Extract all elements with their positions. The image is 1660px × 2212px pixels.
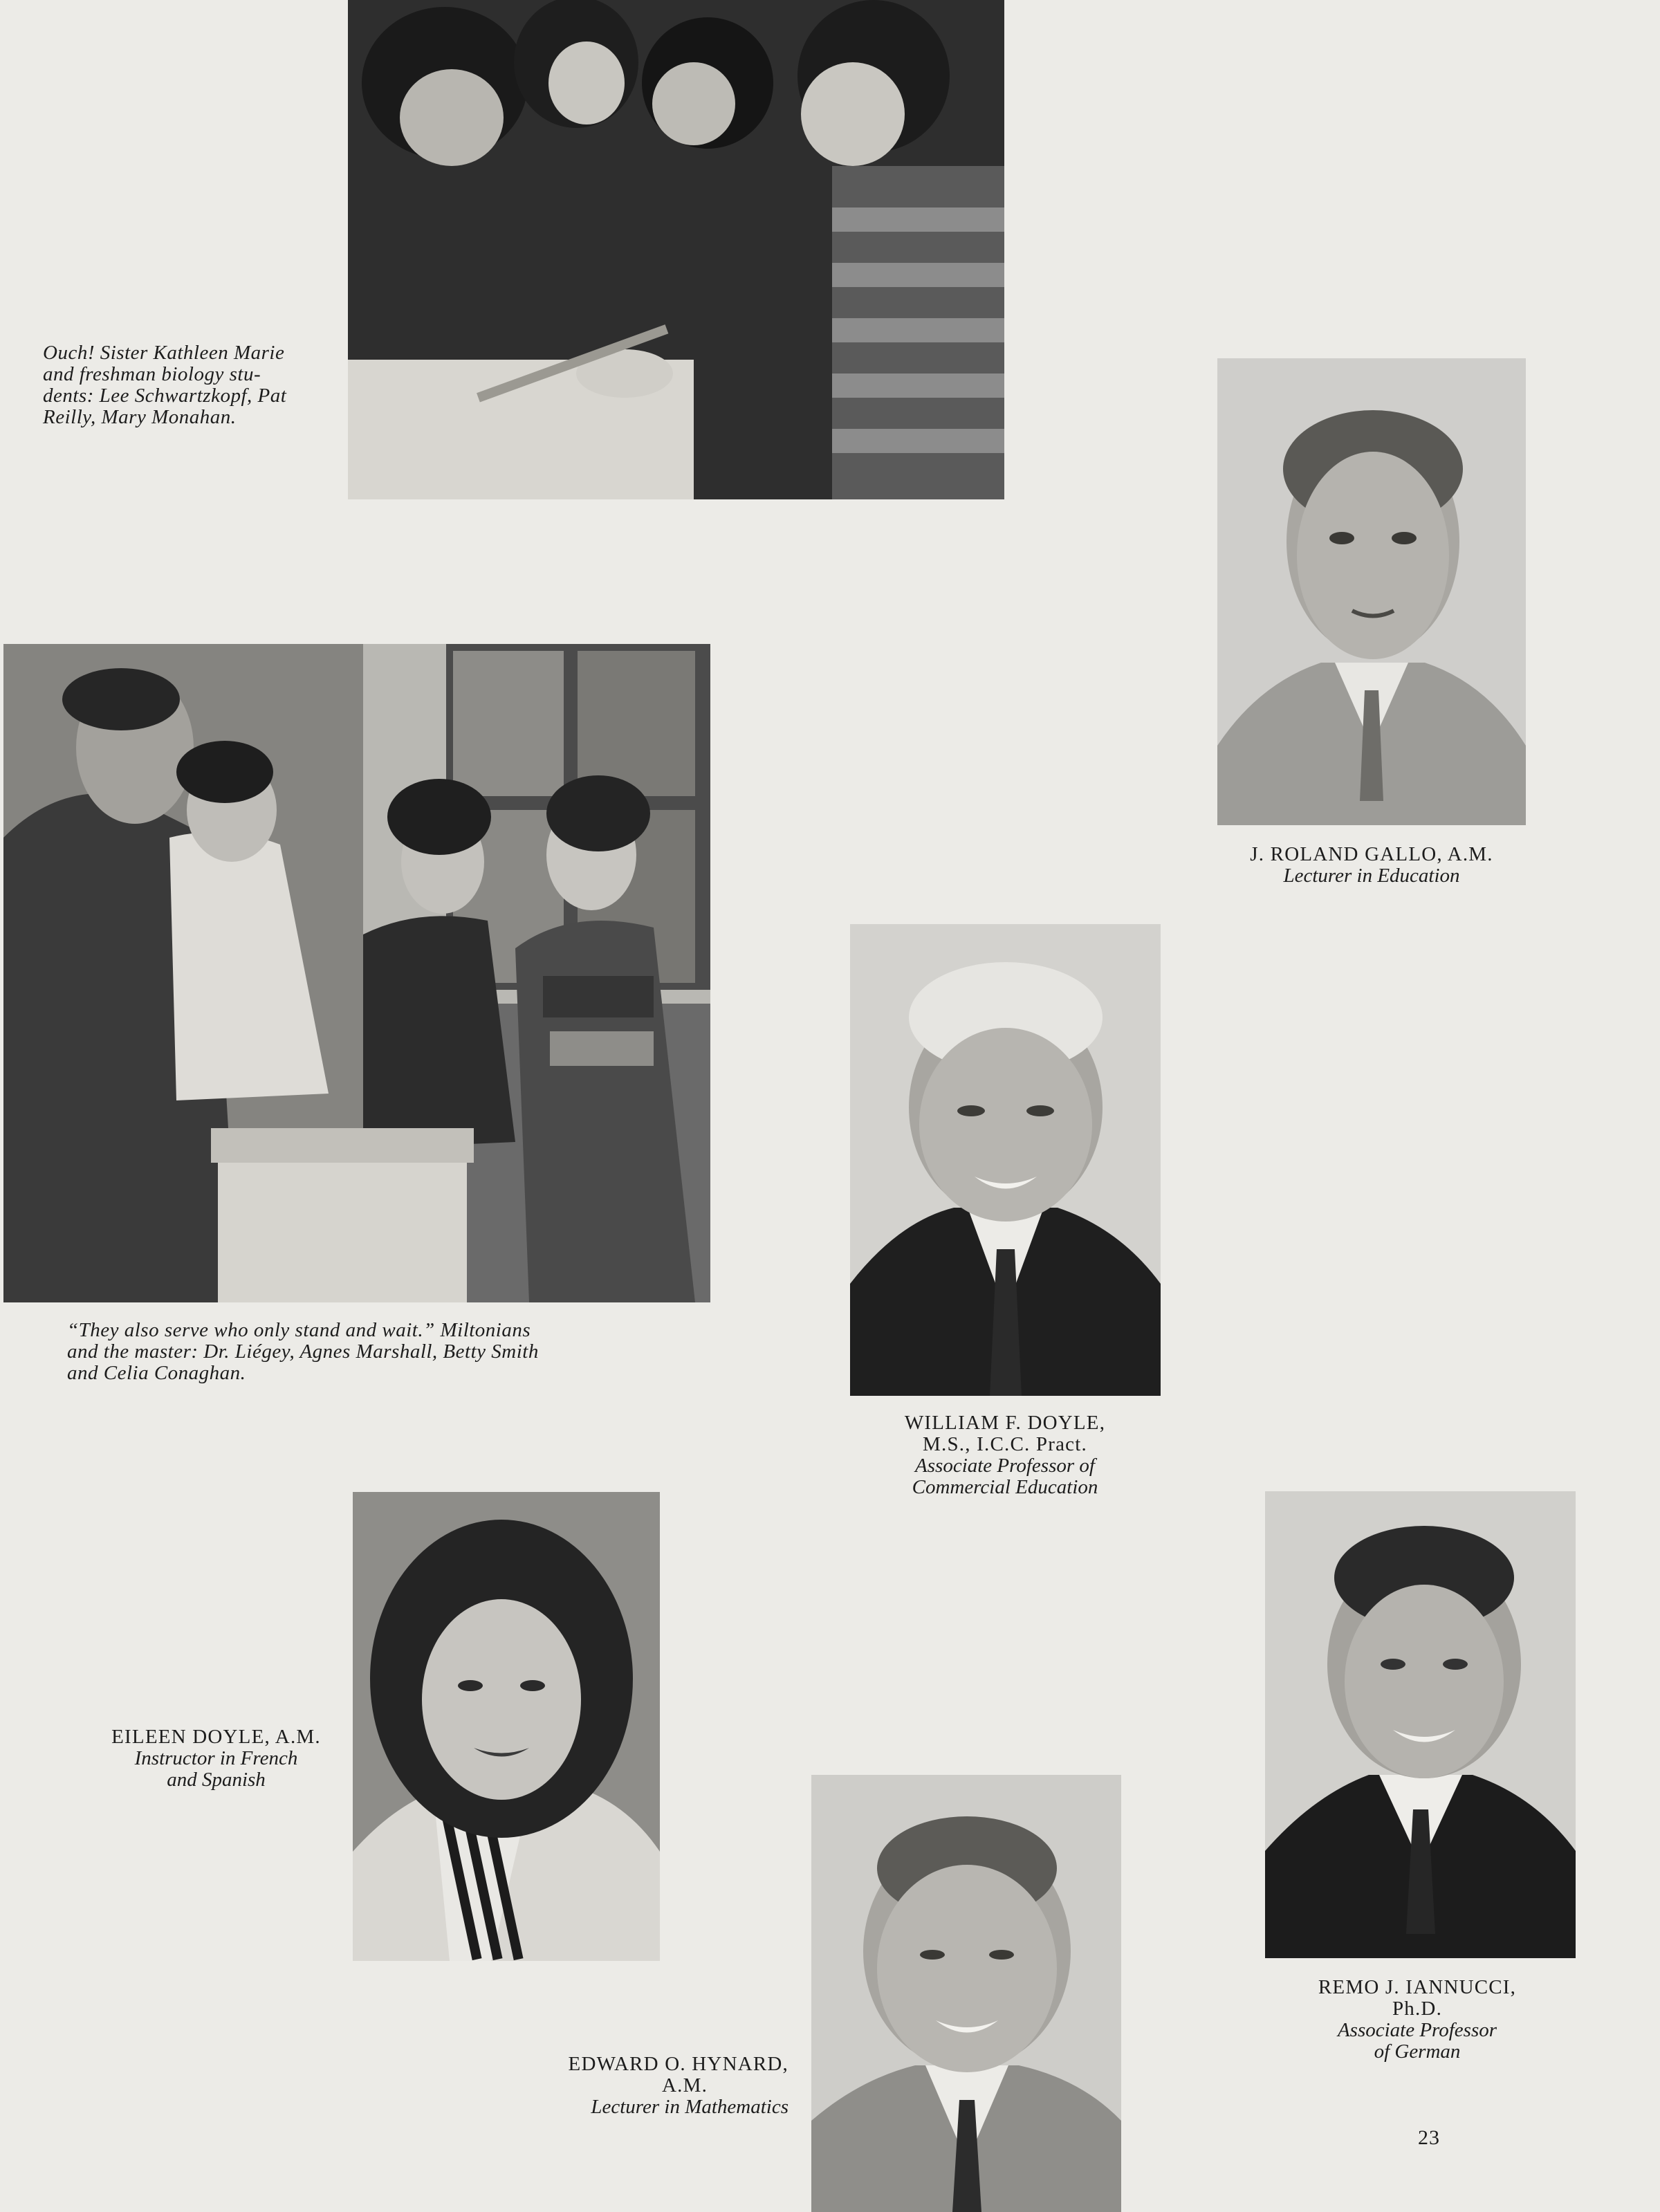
hynard-title: Lecturer in Mathematics [591,2096,788,2118]
page-number: 23 [1418,2126,1440,2149]
caption-line: “They also serve who only stand and wait.” Miltonians [67,1319,531,1341]
caption-line: and freshman biology stu- [43,363,261,385]
gallo-portrait [1217,358,1526,825]
iannucci-title-line2: of German [1374,2040,1461,2063]
miltonians-photo-caption [67,1320,631,1384]
caption-line: Ouch! Sister Kathleen Marie [43,342,285,364]
caption-line: and Celia Conaghan. [67,1362,246,1384]
hynard-portrait [811,1775,1121,2212]
iannucci-name-line1: REMO J. IANNUCCI, [1318,1976,1517,1998]
e-doyle-name: EILEEN DOYLE, A.M. [111,1726,321,1748]
e-doyle-title-line2: and Spanish [167,1769,266,1791]
w-doyle-name-line2: M.S., I.C.C. Pract. [923,1433,1087,1455]
iannucci-title-line1: Associate Professor [1337,2019,1497,2041]
gallo-caption [1176,844,1567,887]
biology-class-photo [348,0,1004,499]
hynard-name-line2: A.M. [661,2074,708,2096]
w-doyle-name-line1: WILLIAM F. DOYLE, [904,1412,1106,1434]
e-doyle-title-line1: Instructor in French [134,1747,298,1769]
gallo-title: Lecturer in Education [1283,865,1460,887]
e-doyle-caption [69,1726,363,1791]
iannucci-name-line2: Ph.D. [1392,1998,1443,2020]
caption-line: dents: Lee Schwartzkopf, Pat [43,385,287,407]
biology-photo-caption [43,342,333,428]
iannucci-portrait [1265,1491,1576,1958]
hynard-name-line1: EDWARD O. HYNARD, [568,2053,788,2075]
e-doyle-portrait [353,1492,660,1961]
w-doyle-title-line1: Associate Professor of [915,1455,1095,1477]
miltonians-photo [3,644,710,1302]
caption-line: and the master: Dr. Liégey, Agnes Marshall, Betty Smith [67,1340,539,1363]
gallo-name: J. ROLAND GALLO, A.M. [1250,843,1493,865]
w-doyle-portrait [850,924,1161,1396]
w-doyle-caption [809,1412,1201,1498]
hynard-caption [526,2054,788,2118]
iannucci-caption [1221,1977,1613,2063]
caption-line: Reilly, Mary Monahan. [43,406,237,428]
w-doyle-title-line2: Commercial Education [912,1476,1098,1498]
